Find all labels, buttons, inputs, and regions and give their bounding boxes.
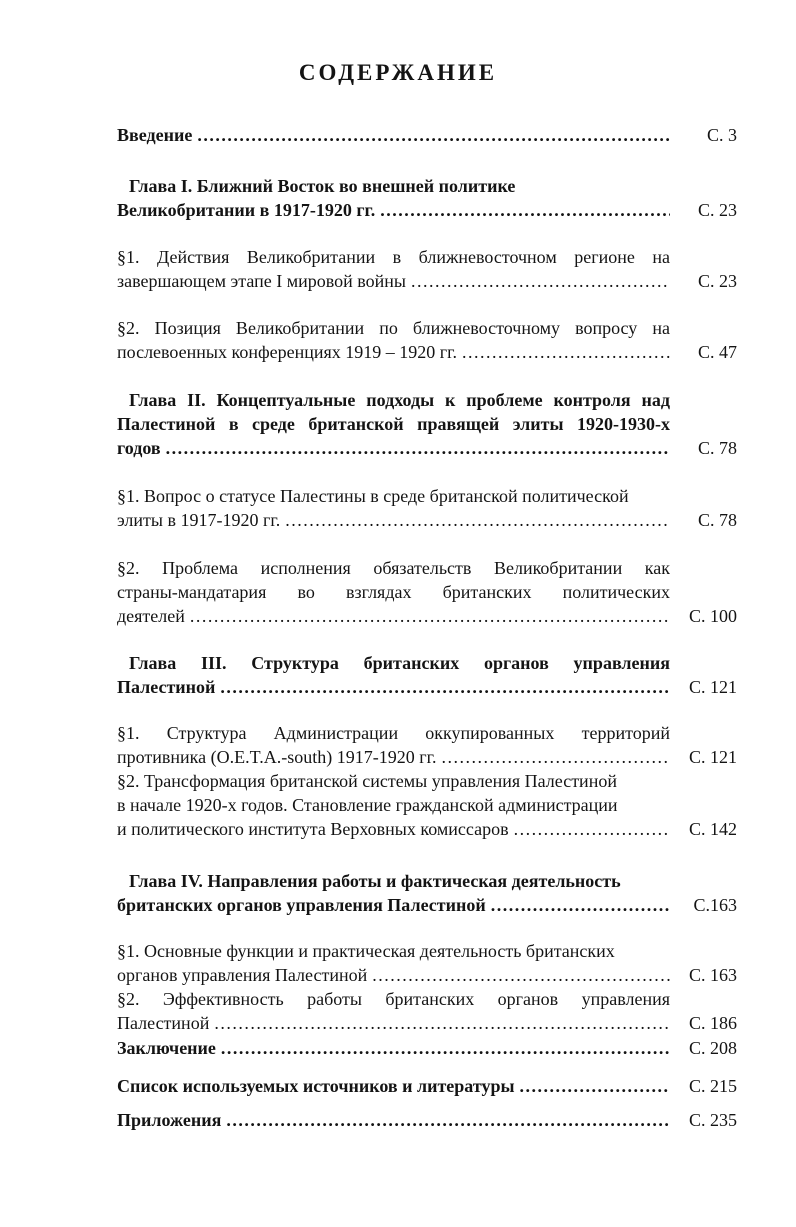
toc-entry-line: Глава I. Ближний Восток во внешней политике: [129, 176, 516, 196]
toc-entry-line: Список используемых источников и литературы . . .: [117, 1074, 670, 1098]
toc-entry-line: §1. Действия Великобритании в ближневосточном регионе на: [117, 247, 670, 267]
page-number: С. 163: [688, 965, 737, 985]
toc-entry-chapter-1: [117, 174, 737, 222]
page-number: С.163: [693, 895, 737, 915]
toc-entry-chapter-4: [117, 869, 737, 917]
dot-leader: [411, 269, 670, 293]
toc-entry-introduction: [117, 123, 737, 147]
page-number: С. 121: [688, 677, 737, 697]
toc-entry-line: страны-мандатария во взглядах британских политических: [117, 582, 670, 602]
toc-entry-line: §1. Вопрос о статусе Палестины в среде британской политической: [117, 486, 629, 506]
dot-leader: [197, 123, 670, 147]
toc-entry-line: в начале 1920-х годов. Становление гражданской администрации: [117, 795, 618, 815]
page-number: С. 23: [697, 200, 737, 220]
toc-entry-line: годов . . .: [117, 436, 670, 460]
toc-entry-section-3-2: [117, 769, 737, 841]
dot-leader: [166, 436, 670, 460]
toc-entry-conclusion: [117, 1036, 737, 1060]
toc-entry-section-4-2: [117, 987, 737, 1035]
toc-entry-line: §2. Эффективность работы британских органов управления: [117, 989, 670, 1009]
page-number: С. 208: [688, 1038, 737, 1058]
toc-entry-section-3-1: [117, 721, 737, 769]
toc-entry-line: британских органов управления Палестиной . . .: [117, 893, 670, 917]
toc-entry-chapter-3: [117, 651, 737, 699]
toc-entry-line: послевоенных конференциях 1919 – 1920 гг. . . .: [117, 340, 670, 364]
toc-entry-bibliography: [117, 1074, 737, 1098]
dot-leader: [190, 604, 670, 628]
toc-entry-line: §1. Основные функции и практическая деятельность британских: [117, 941, 615, 961]
toc-entry-section-2-2: [117, 556, 737, 628]
toc-entry-line: деятелей . . .: [117, 604, 670, 628]
page-number: С. 215: [688, 1076, 737, 1096]
toc-entry-line: Введение . . .: [117, 123, 670, 147]
page-number: С. 142: [688, 819, 737, 839]
toc-entry-line: Заключение . . .: [117, 1036, 670, 1060]
toc-entry-section-2-1: [117, 484, 737, 532]
toc-entry-section-4-1: [117, 939, 737, 987]
toc-entry-line: §1. Структура Администрации оккупированных территорий: [117, 723, 670, 743]
dot-leader: [520, 1074, 670, 1098]
dot-leader: [491, 893, 670, 917]
toc-entry-line: органов управления Палестиной . . .: [117, 963, 670, 987]
dot-leader: [214, 1011, 670, 1035]
toc-entry-line: Палестиной . . .: [117, 675, 670, 699]
page-number: С. 186: [688, 1013, 737, 1033]
toc-entry-section-1-1: [117, 245, 737, 293]
toc-entry-chapter-2: [117, 388, 737, 460]
toc-entry-line: Великобритании в 1917-1920 гг. . . .: [117, 198, 670, 222]
toc-entry-line: противника (O.E.T.A.-south) 1917-1920 гг. . . .: [117, 745, 670, 769]
page-number: С. 3: [706, 125, 737, 145]
toc-entry-line: элиты в 1917-1920 гг. . . .: [117, 508, 670, 532]
dot-leader: [462, 340, 670, 364]
dot-leader: [221, 1036, 670, 1060]
toc-entry-line: Глава III. Структура британских органов управления: [129, 653, 670, 673]
dot-leader: [226, 1108, 670, 1132]
page-title: СОДЕРЖАНИЕ: [298, 60, 498, 85]
page-number: С. 235: [688, 1110, 737, 1130]
dot-leader: [220, 675, 670, 699]
toc-entry-line: Палестиной в среде британской правящей элиты 1920-1930-х: [117, 414, 670, 434]
toc-entry-line: Палестиной . . .: [117, 1011, 670, 1035]
toc-entry-line: §2. Трансформация британской системы управления Палестиной: [117, 771, 617, 791]
toc-entry-line: и политического института Верховных комиссаров . . .: [117, 817, 670, 841]
page-number: С. 100: [688, 606, 737, 626]
dot-leader: [372, 963, 670, 987]
toc-entry-line: §2. Позиция Великобритании по ближневосточному вопросу на: [117, 318, 670, 338]
dot-leader: [514, 817, 670, 841]
page-number: С. 23: [697, 271, 737, 291]
dot-leader: [380, 198, 670, 222]
toc-entry-line: завершающем этапе I мировой войны . . .: [117, 269, 670, 293]
page-number: С. 121: [688, 747, 737, 767]
dot-leader: [285, 508, 670, 532]
toc-entry-line: Приложения . . .: [117, 1108, 670, 1132]
dot-leader: [442, 745, 671, 769]
page-number: С. 78: [697, 510, 737, 530]
toc-entry-section-1-2: [117, 316, 737, 364]
toc-entry-line: Глава II. Концептуальные подходы к проблеме контроля над: [129, 390, 670, 410]
toc-entry-appendices: [117, 1108, 737, 1132]
page-number: С. 47: [697, 342, 737, 362]
toc-entry-line: Глава IV. Направления работы и фактическая деятельность: [129, 871, 621, 891]
page-number: С. 78: [697, 438, 737, 458]
toc-entry-line: §2. Проблема исполнения обязательств Великобритании как: [117, 558, 670, 578]
